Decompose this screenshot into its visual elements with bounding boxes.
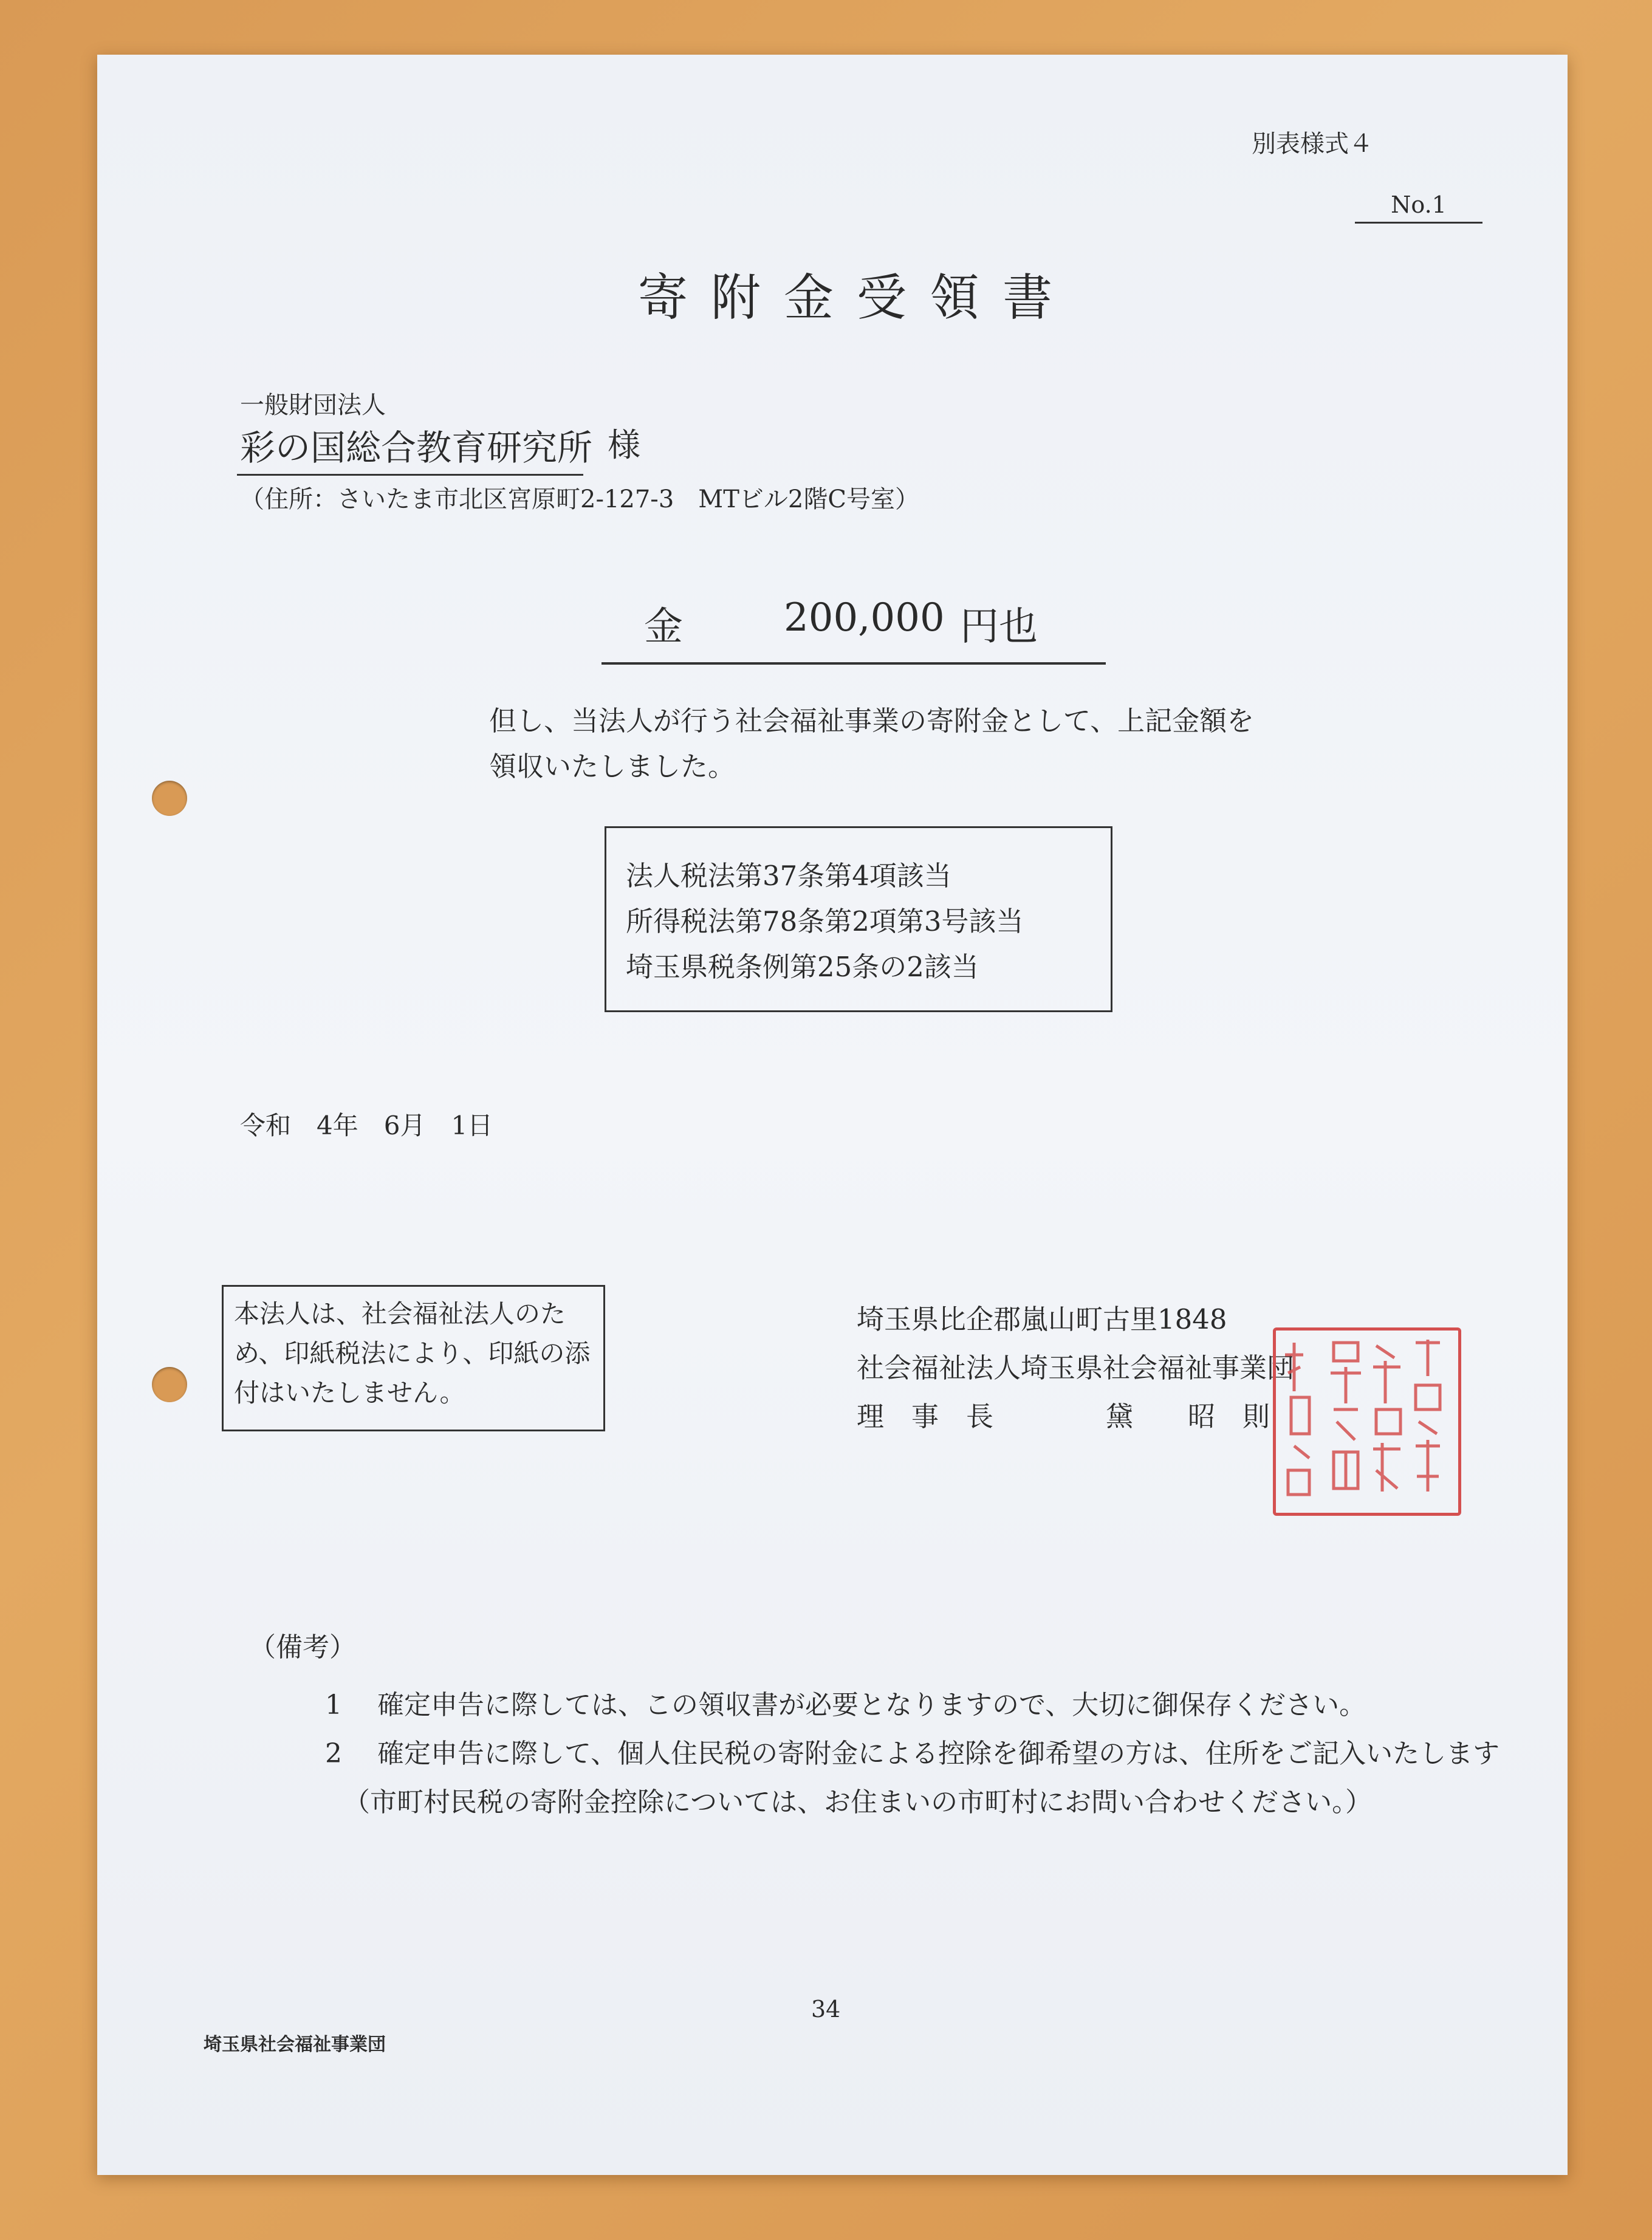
amount-prefix: 金 bbox=[644, 605, 683, 649]
amount-value: 200,000 bbox=[784, 595, 945, 640]
amount-suffix: 円也 bbox=[960, 605, 1038, 649]
tax-law-line: 法人税法第37条第4項該当 bbox=[626, 860, 951, 892]
amount-underline bbox=[602, 662, 1106, 665]
official-seal-icon bbox=[1273, 1327, 1461, 1516]
tax-law-line: 埼玉県税条例第25条の2該当 bbox=[626, 951, 979, 983]
punch-hole-top bbox=[152, 781, 187, 816]
recipient-address: （住所：さいたま市北区宮原町2-127-3 MTビル2階C号室） bbox=[240, 485, 919, 513]
issuer-name: 黛 昭 則 bbox=[1106, 1400, 1270, 1433]
footer-organization: 埼玉県社会福祉事業団 bbox=[204, 2034, 386, 2055]
remark-item: 1 確定申告に際しては、この領収書が必要となりますので、大切に御保存ください。 bbox=[325, 1690, 1366, 1721]
remark-item: （市町村民税の寄附金控除については、お住まいの市町村にお問い合わせください。） bbox=[343, 1787, 1373, 1818]
recipient-underline bbox=[237, 474, 583, 476]
recipient-honorific: 様 bbox=[608, 426, 640, 464]
seal-glyphs bbox=[1276, 1331, 1452, 1507]
document-title: 寄附金受領書 bbox=[638, 269, 1076, 327]
recipient-corp-type: 一般財団法人 bbox=[240, 391, 386, 419]
stamp-duty-note-line: 本法人は、社会福祉法人のた bbox=[234, 1299, 566, 1329]
punch-hole-bottom bbox=[152, 1367, 187, 1402]
page-number: 34 bbox=[811, 1996, 841, 2023]
issuer-address: 埼玉県比企郡嵐山町古里1848 bbox=[857, 1303, 1227, 1335]
stamp-duty-note-line: 付はいたしません。 bbox=[234, 1378, 465, 1408]
stamp-duty-note-line: め、印紙税法により、印紙の添 bbox=[234, 1338, 591, 1368]
body-text-line2: 領収いたしました。 bbox=[489, 750, 736, 783]
tax-law-line: 所得税法第78条第2項第3号該当 bbox=[626, 905, 1024, 937]
issue-date: 令和 4年 6月 1日 bbox=[240, 1111, 493, 1140]
document-number: No.1 bbox=[1355, 191, 1482, 224]
body-text-line1: 但し、当法人が行う社会福祉事業の寄附金として、上記金額を bbox=[489, 705, 1255, 737]
form-number: 別表様式４ bbox=[1252, 130, 1373, 158]
issuer-organization: 社会福祉法人埼玉県社会福祉事業団 bbox=[857, 1352, 1295, 1384]
remarks-heading: （備考） bbox=[249, 1632, 356, 1663]
recipient-name: 彩の国総合教育研究所 bbox=[240, 427, 593, 468]
issuer-title: 理 事 長 bbox=[857, 1400, 994, 1433]
receipt-sheet bbox=[97, 55, 1568, 2175]
remark-item: 2 確定申告に際して、個人住民税の寄附金による控除を御希望の方は、住所をご記入いたします bbox=[325, 1738, 1500, 1769]
